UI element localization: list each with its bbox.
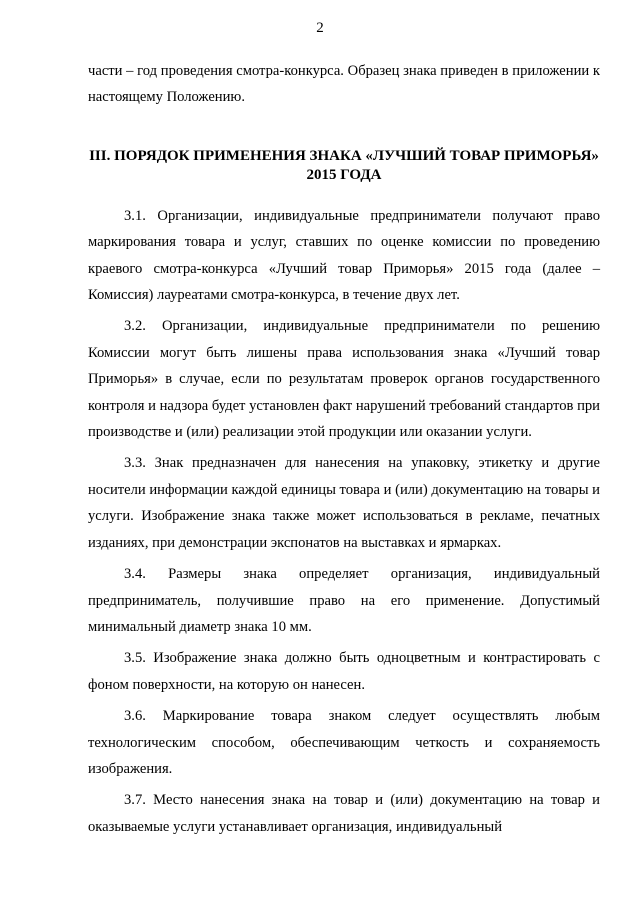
page-number: 2 (316, 20, 324, 36)
paragraph-3-2: 3.2. Организации, индивидуальные предприниматели по решению Комиссии могут быть лишены права использования знака «Лучший товар Приморья» в случае, если по результатам проверок органов государственного контроля и надзора будет установлен факт нарушений требований стандартов при производстве и (или) реализации этой продукции или оказании услуги. (88, 318, 600, 441)
paragraph-3-7: 3.7. Место нанесения знака на товар и (или) документацию на товар и оказываемые услуги устанавливает организация, индивидуальный (88, 792, 600, 835)
paragraph-3-4: 3.4. Размеры знака определяет организация, индивидуальный предприниматель, получившие право на его применение. Допустимый минимальный диаметр знака 10 мм. (88, 566, 600, 635)
intro-paragraph: части – год проведения смотра-конкурса. Образец знака приведен в приложении к настоящему Положению. (88, 63, 600, 106)
paragraph-3-3: 3.3. Знак предназначен для нанесения на упаковку, этикетку и другие носители информации каждой единицы товара и (или) документацию на товары и услуги. Изображение знака также может использоваться в рекламе, печатных изданиях, при демонстрации экспонатов на выставках и ярмарках. (88, 455, 600, 551)
paragraph-3-6: 3.6. Маркирование товара знаком следует осуществлять любым технологическим способом, обеспечивающим четкость и сохраняемость изображения. (88, 708, 600, 777)
document-body (88, 58, 600, 840)
section-heading (88, 147, 600, 185)
paragraph-3-5: 3.5. Изображение знака должно быть одноцветным и контрастировать с фоном поверхности, на которую он нанесен. (88, 650, 600, 693)
section-heading-line-1: III. ПОРЯДОК ПРИМЕНЕНИЯ ЗНАКА «ЛУЧШИЙ ТОВАР ПРИМОРЬЯ» (89, 147, 599, 164)
paragraph-3-1: 3.1. Организации, индивидуальные предприниматели получают право маркирования товара и услуг, ставших по оценке комиссии по проведению краевого смотра-конкурса «Лучший товар Приморья» 2015 года (далее – Комиссия) лауреатами смотра-конкурса, в течение двух лет. (88, 207, 600, 304)
section-heading-line-2: 2015 ГОДА (306, 166, 382, 183)
